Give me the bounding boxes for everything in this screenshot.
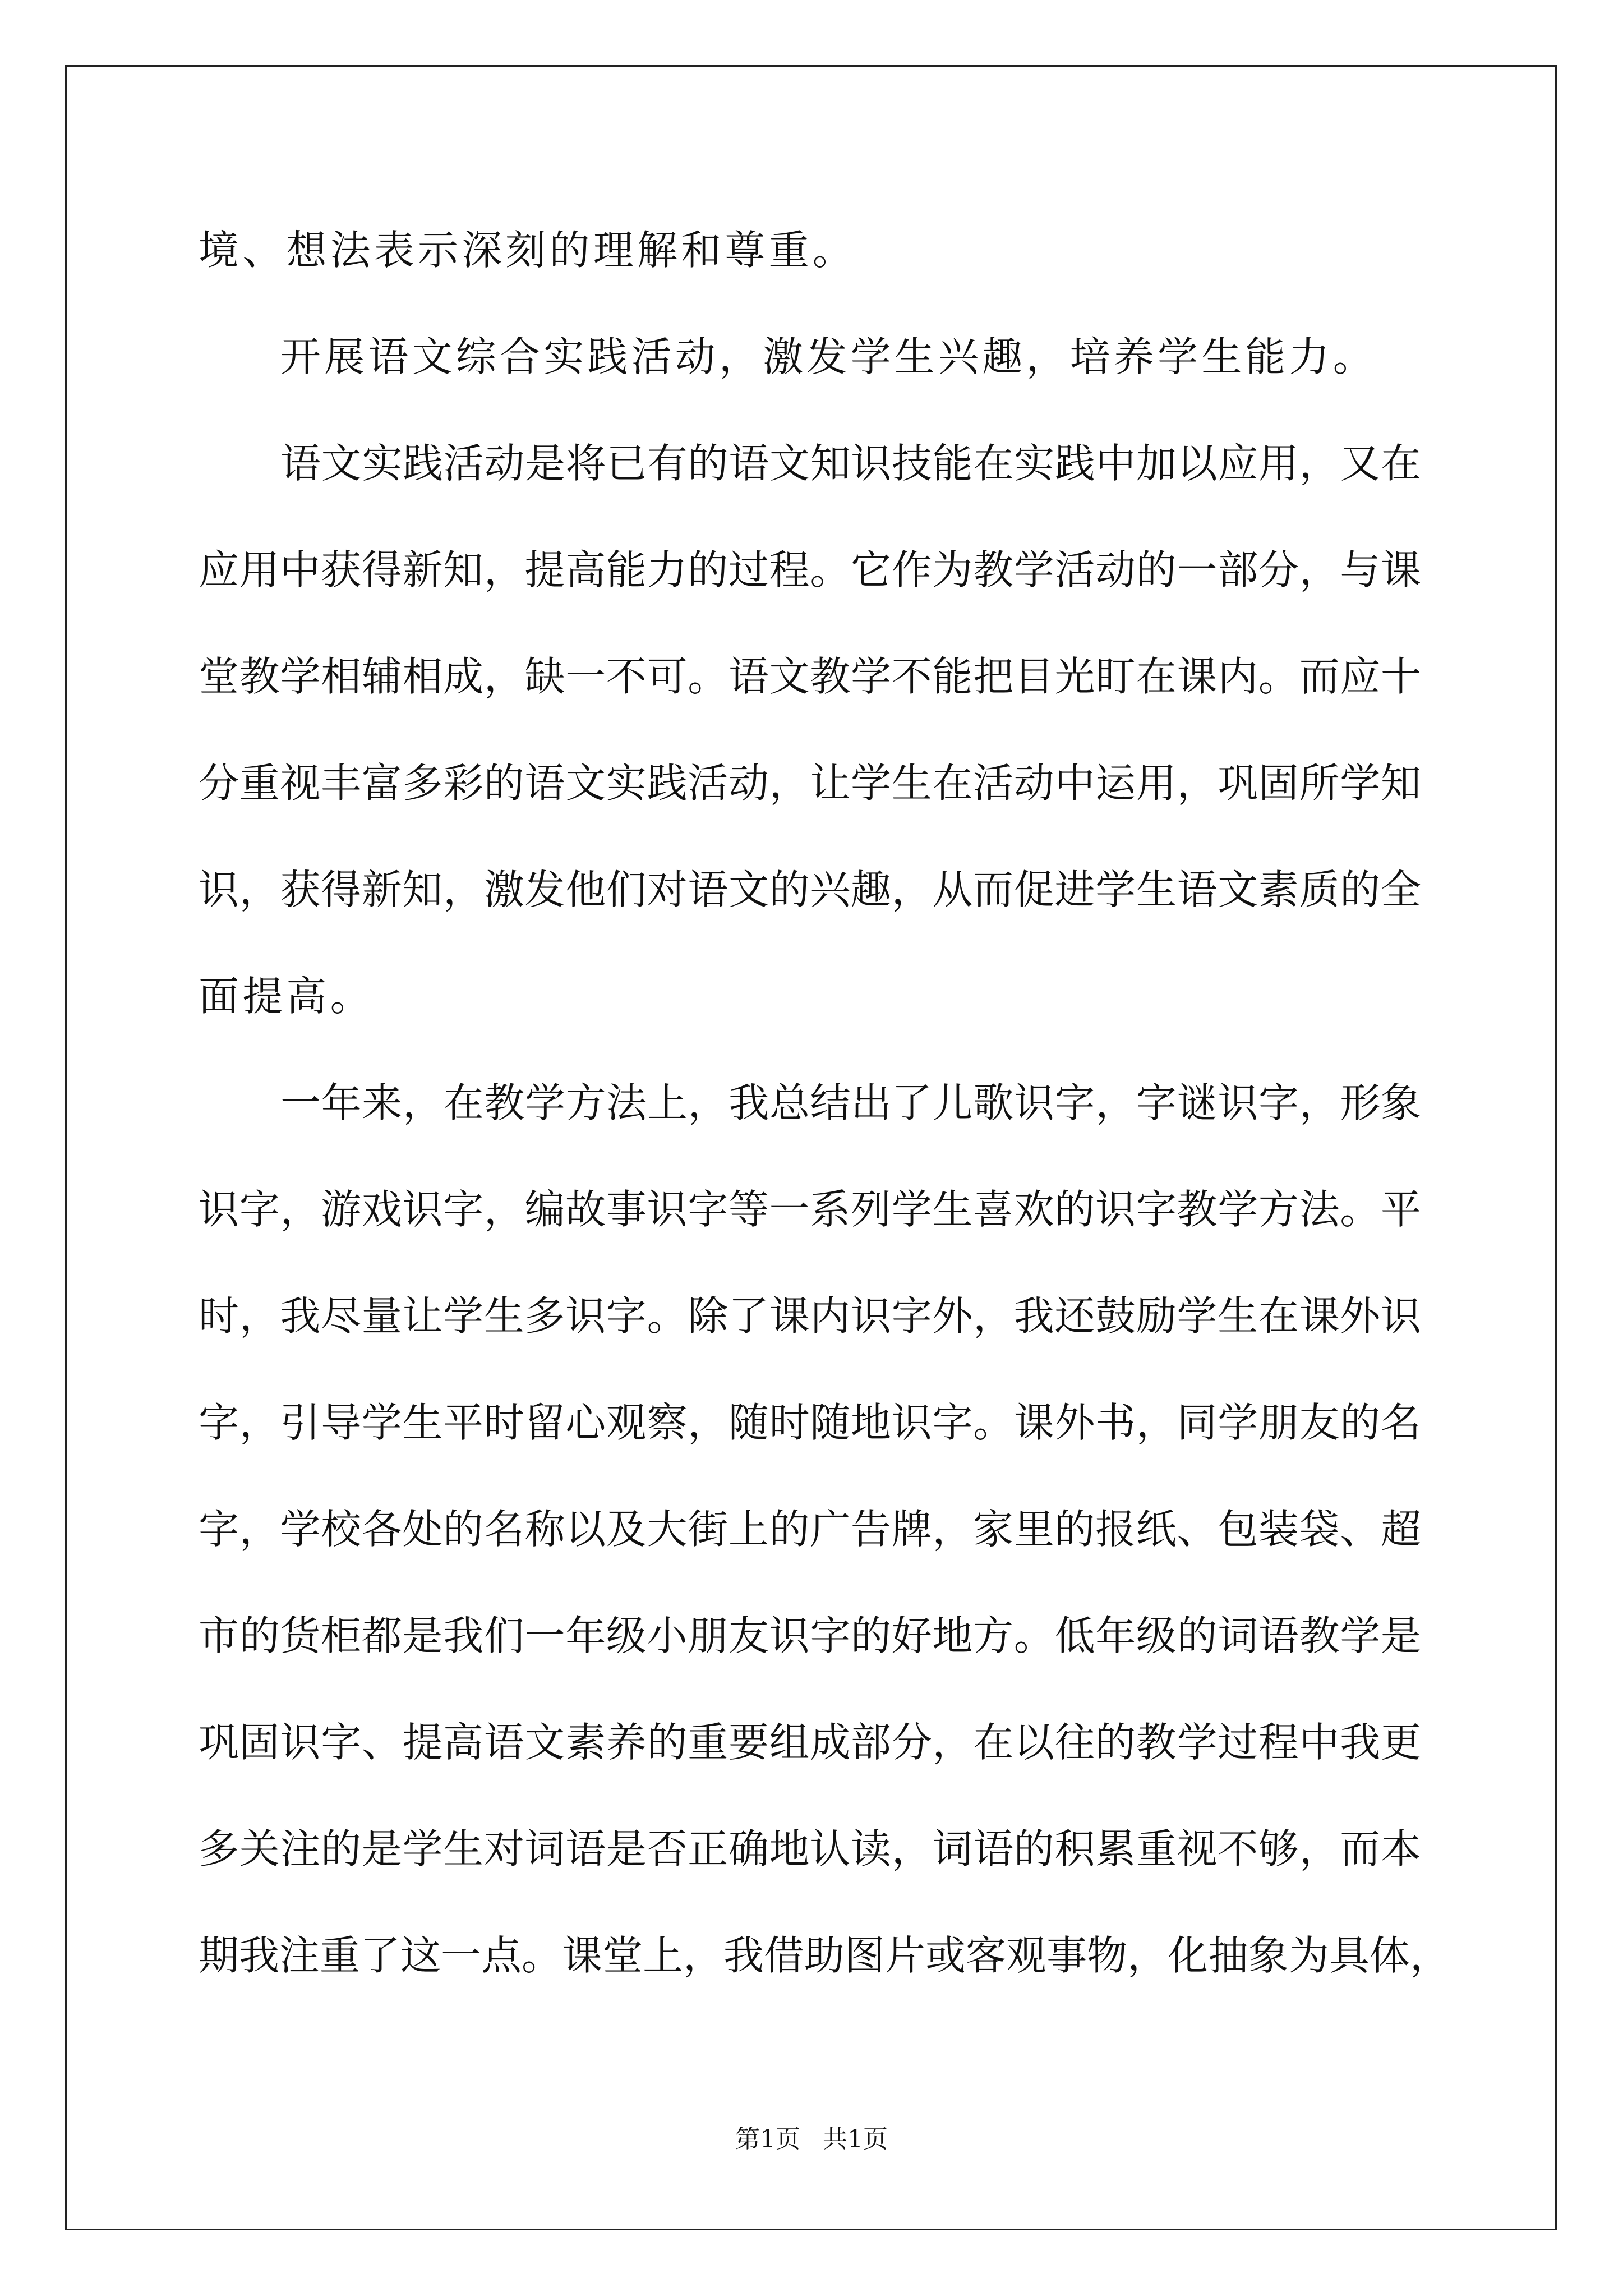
text-line: 多关注的是学生对词语是否正确地认读，词语的积累重视不够，而本: [199, 1825, 1421, 1872]
page-number: 第1页: [735, 2125, 800, 2154]
text-line: 堂教学相辅相成，缺一不可。语文教学不能把目光盯在课内。而应十: [199, 653, 1421, 700]
text-line: 一年来，在教学方法上，我总结出了儿歌识字，字谜识字，形象: [280, 1079, 1421, 1126]
text-line: 面提高。: [199, 973, 374, 1020]
text-line: 市的货柜都是我们一年级小朋友识字的好地方。低年级的词语教学是: [199, 1612, 1421, 1659]
text-line: 分重视丰富多彩的语文实践活动，让学生在活动中运用，巩固所学知: [199, 760, 1421, 807]
text-line: 字，引导学生平时留心观察，随时随地识字。课外书，同学朋友的名: [199, 1399, 1421, 1446]
text-line: 语文实践活动是将已有的语文知识技能在实践中加以应用，又在: [280, 440, 1421, 487]
text-line: 识字，游戏识字，编故事识字等一系列学生喜欢的识字教学方法。平: [199, 1186, 1421, 1233]
text-line: 字，学校各处的名称以及大街上的广告牌，家里的报纸、包装袋、超: [199, 1506, 1421, 1553]
text-line: 识，获得新知，激发他们对语文的兴趣，从而促进学生语文素质的全: [199, 866, 1421, 913]
page-footer: [0, 2123, 1623, 2156]
text-line: 期我注重了这一点。课堂上，我借助图片或客观事物，化抽象为具体，: [199, 1932, 1451, 1979]
text-line: 开展语文综合实践活动，激发学生兴趣，培养学生能力。: [280, 333, 1377, 380]
page-total: 共1页: [823, 2125, 888, 2154]
page-border: [65, 65, 1557, 2230]
text-line: 境、想法表示深刻的理解和尊重。: [199, 227, 857, 274]
text-line: 巩固识字、提高语文素养的重要组成部分，在以往的教学过程中我更: [199, 1719, 1421, 1766]
text-line: 时，我尽量让学生多识字。除了课内识字外，我还鼓励学生在课外识: [199, 1292, 1421, 1340]
text-line: 应用中获得新知，提高能力的过程。它作为教学活动的一部分，与课: [199, 546, 1421, 593]
